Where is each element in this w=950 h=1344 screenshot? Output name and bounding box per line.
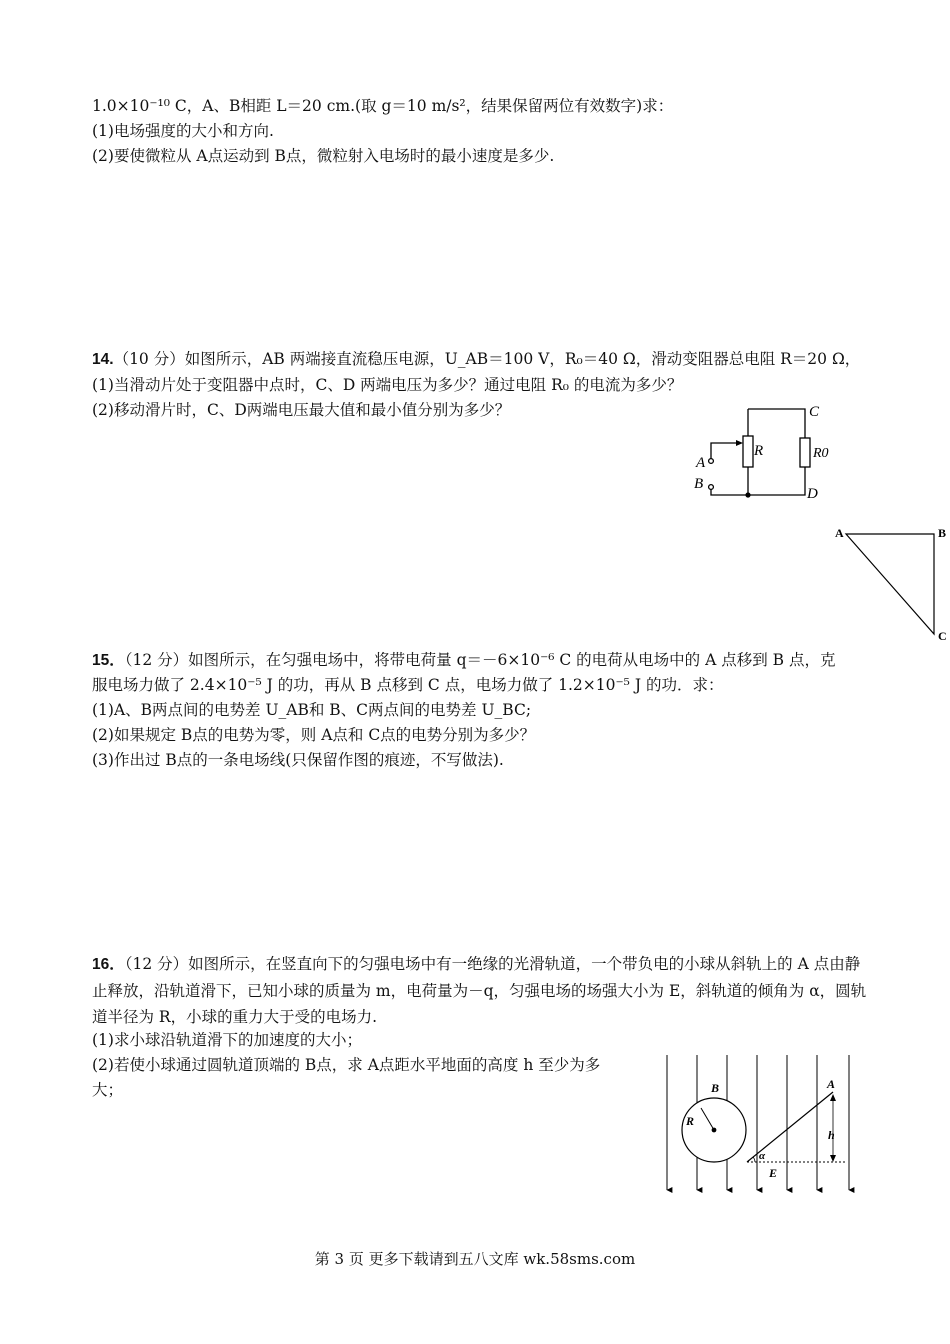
q15-line2: 服电场力做了 2.4×10⁻⁵ J 的功，再从 B 点移到 C 点，电场力做了 1.2×10⁻⁵ J 的功．求：	[92, 676, 724, 694]
page-footer: 第 3 页 更多下载请到五八文库 wk.58sms.com	[314, 1250, 636, 1268]
circuit-label-a: A	[696, 455, 706, 471]
circuit-label-d: D	[807, 486, 818, 502]
q13-line1: 1.0×10⁻¹⁰ C，A、B相距 L＝20 cm.(取 g＝10 m/s²，结果保留两位有效数字)求：	[92, 97, 674, 115]
q15-sub2: (2)如果规定 B点的电势为零，则 A点和 C点的电势分别为多少？	[92, 726, 536, 744]
triangle-label-b: B	[938, 526, 947, 540]
q13-sub2: (2)要使微粒从 A点运动到 B点，微粒射入电场时的最小速度是多少.	[92, 147, 555, 165]
q16-text1: 16．（12 分）如图所示，在竖直向下的匀强电场中有一绝缘的光滑轨道，一个带负电的小球从斜轨上的 A 点由静止释放，沿轨道滑下，已知小球的质量为 m，电荷量为－q，匀强电场的场强大小为 E，斜轨道的倾角为 α，圆轨道半径为 R，小球的重力大于受的电场力.	[92, 955, 867, 1026]
track-label-r: R	[686, 1114, 695, 1128]
q13-sub1: (1)电场强度的大小和方向.	[92, 122, 274, 140]
q14-number: 14.	[92, 351, 114, 368]
triangle-label-c: C	[938, 629, 947, 643]
circuit-label-b: B	[694, 476, 704, 492]
track-diagram	[655, 1050, 860, 1200]
track-label-a: A	[827, 1077, 836, 1091]
track-label-e: E	[769, 1166, 778, 1180]
q15-sub1: (1)A、B两点间的电势差 U_AB和 B、C两点间的电势差 U_BC;	[92, 701, 532, 719]
triangle-label-a: A	[835, 526, 844, 540]
q14-sub2: (2)移动滑片时，C、D两端电压最大值和最小值分别为多少？	[92, 401, 511, 419]
q16-number: 16．	[92, 956, 125, 973]
circuit-label-c: C	[809, 404, 820, 420]
track-label-alpha: α	[759, 1150, 766, 1162]
q16-sub2a: (2)若使小球通过圆轨道顶端的 B点，求 A点距水平地面的高度 h 至少为多	[92, 1056, 601, 1074]
q16-sub2b: 大；	[92, 1081, 124, 1099]
q15-number: 15．	[92, 652, 125, 669]
q14-line1: 14.（10 分）如图所示，AB 两端接直流稳压电源，U_AB＝100 V，R₀＝40 Ω，滑动变阻器总电阻 R＝20 Ω，	[92, 350, 861, 368]
q16-sub1: (1)求小球沿轨道滑下的加速度的大小；	[92, 1031, 362, 1049]
circuit-label-r: R	[754, 443, 764, 459]
track-label-h: h	[828, 1128, 835, 1142]
q15-sub3: (3)作出过 B点的一条电场线(只保留作图的痕迹，不写做法).	[92, 751, 504, 769]
q15-line1: 15．（12 分）如图所示，在匀强电场中，将带电荷量 q＝－6×10⁻⁶ C 的电荷从电场中的 A 点移到 B 点，克	[92, 651, 836, 669]
circuit-label-r0: R0	[813, 446, 829, 461]
circuit-diagram	[690, 400, 840, 510]
track-label-b: B	[711, 1081, 720, 1095]
triangle-diagram	[830, 522, 950, 652]
q14-sub1: (1)当滑动片处于变阻器中点时，C、D 两端电压为多少？通过电阻 R₀ 的电流为多少？	[92, 376, 683, 394]
